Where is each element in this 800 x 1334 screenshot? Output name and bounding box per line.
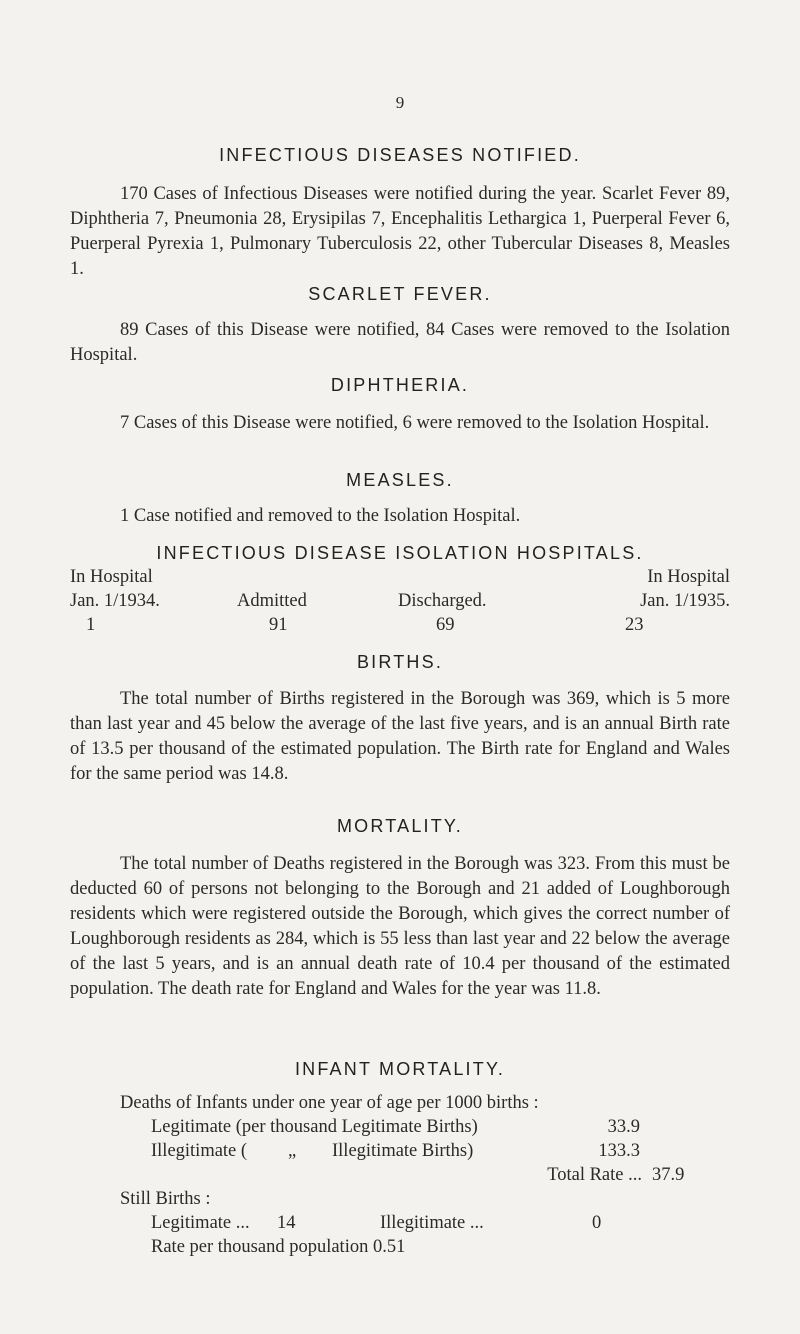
infant-illegitimate-value: 133.3 [598,1141,640,1161]
heading-births: BIRTHS. [356,652,444,672]
heading-scarlet-fever: SCARLET FEVER. [308,284,492,304]
isolation-value-discharged: 69 [436,615,455,635]
page-number: 9 [395,93,405,112]
still-births-illegitimate-label: Illegitimate ... [380,1213,484,1233]
isolation-value-in-hospital-1934: 1 [86,615,96,635]
infant-legitimate-label: Legitimate (per thousand Legitimate Births) [151,1117,478,1137]
infant-illegitimate-label-b: Illegitimate Births) [332,1141,474,1161]
heading-infectious-diseases: INFECTIOUS DISEASES NOTIFIED. [219,145,581,165]
heading-diphtheria: DIPHTHERIA. [330,375,470,395]
infant-total-rate-label: Total Rate ... [547,1165,642,1185]
infant-legitimate-value: 33.9 [607,1117,640,1137]
paragraph-infectious-diseases: 170 Cases of Infectious Diseases were notified during the year. Scarlet Fever 89, Diphtheria 7, Pneumonia 28, Erysipilas 7, Encephalitis Lethargica 1, Puerperal Fever 6, Puerperal Pyrexia 1, Pulmonary Tuberculosis 22, other Tubercular Diseases 8, Measles 1. [70,184,730,279]
still-births-legitimate-label: Legitimate ... [151,1213,250,1233]
heading-infant-mortality: INFANT MORTALITY. [294,1059,506,1079]
heading-measles: MEASLES. [346,470,454,490]
isolation-col3-header: Discharged. [398,591,487,611]
still-births-label: Still Births : [120,1189,211,1209]
isolation-value-admitted: 91 [269,615,288,635]
infant-illegitimate-ditto: „ [288,1141,297,1161]
still-births-rate-line: Rate per thousand population 0.51 [151,1237,406,1257]
isolation-col2-header: Admitted [237,591,307,611]
paragraph-diphtheria: 7 Cases of this Disease were notified, 6 were removed to the Isolation Hospital. [120,413,710,433]
isolation-col1-header-line1: In Hospital [70,567,153,587]
still-births-legitimate-value: 14 [277,1213,296,1233]
paragraph-measles: 1 Case notified and removed to the Isolation Hospital. [120,506,521,526]
isolation-col4-header-line2: Jan. 1/1935. [640,591,730,611]
isolation-value-in-hospital-1935: 23 [625,615,644,635]
heading-isolation-hospitals: INFECTIOUS DISEASE ISOLATION HOSPITALS. [156,543,644,563]
paragraph-mortality: The total number of Deaths registered in the Borough was 323. From this must be deducted 60 of persons not belonging to the Borough and 21 added of Loughborough residents which were registered outside the Borough, which gives the correct number of Loughborough residents as 284, which is 55 less than last year and 22 below the average of the last 5 years, and is an annual death rate of 10.4 per thousand of the estimated population. The death rate for England and Wales for the year was 11.8. [70,854,730,999]
heading-mortality: MORTALITY. [336,816,464,836]
paragraph-births: The total number of Births registered in the Borough was 369, which is 5 more than last year and 45 below the average of the last five years, and is an annual Birth rate of 13.5 per thousand of the estimated population. The Birth rate for England and Wales for the same period was 14.8. [70,689,730,784]
isolation-col1-header-line2: Jan. 1/1934. [70,591,160,611]
still-births-illegitimate-value: 0 [592,1213,602,1233]
infant-total-rate-value: 37.9 [652,1165,685,1185]
isolation-col4-header-line1: In Hospital [647,567,730,587]
infant-illegitimate-label-a: Illegitimate ( [151,1141,248,1161]
paragraph-scarlet-fever: 89 Cases of this Disease were notified, 84 Cases were removed to the Isolation Hospital. [70,320,730,365]
infant-intro: Deaths of Infants under one year of age per 1000 births : [120,1093,539,1113]
